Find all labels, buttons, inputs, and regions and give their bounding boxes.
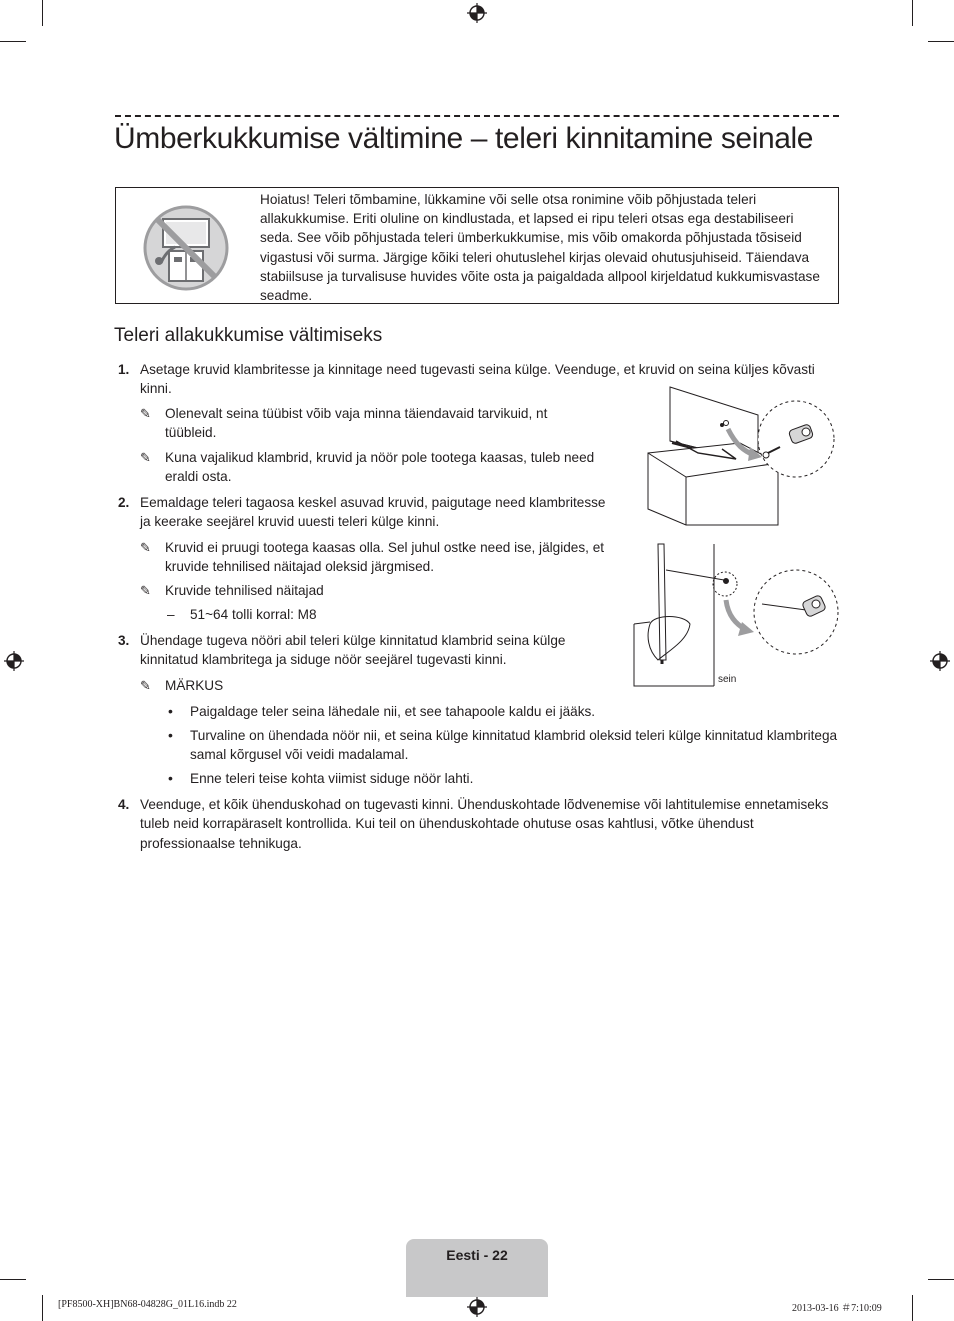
registration-mark-icon [467,3,487,23]
registration-mark-icon [930,651,950,671]
step-1-note-2: Kuna vajalikud klambrid, kruvid ja nöör pole tootega kaasas, tuleb need eraldi osta. [165,450,595,485]
page-number-tab [406,1239,548,1297]
step-3-text: Ühendage tugeva nööri abil teleri külge kinnitatud klambrid seina külge kinnitatud klambritega ja siduge nöör seejärel tugevasti kinni. [140,633,566,668]
page-number: Eesti - 22 [446,1247,508,1263]
bullet-icon: • [168,770,173,786]
crop-mark [928,1279,954,1280]
note-icon: ✎ [140,678,151,693]
note-bullet-1: Paigaldage teler seina lähedale nii, et see tahapoole kaldu ei jääks. [190,704,596,719]
registration-mark-icon [467,1297,487,1317]
warning-box [115,187,839,304]
no-climbing-tv-icon [141,203,231,293]
crop-mark [42,0,43,26]
print-slug-right: 2013-03-16 ＃7:10:09 [792,1303,882,1314]
note-icon: ✎ [140,583,151,598]
step-2-note-1: Kruvid ei pruugi tootega kaasas olla. Sel juhul ostke need ise, jälgides, et kruvide tehnilised näitajad oleksid järgmised. [165,540,605,575]
wall-cord-illustration [630,540,842,690]
crop-mark [912,0,913,26]
section-title: Teleri allakukkumise vältimiseks [114,325,383,346]
crop-mark [0,41,26,42]
bullet-icon: • [168,703,173,719]
note-bullet-3: Enne teleri teise kohta viimist siduge nöör lahti. [190,771,474,786]
step-1-text: Asetage kruvid klambritesse ja kinnitage need tugevasti seina külge. Veenduge, et kruvid on seina küljes kõvasti kinni. [140,362,815,397]
crop-mark [42,1295,43,1321]
warning-text: Hoiatus! Teleri tõmbamine, lükkamine või selle otsa ronimine võib põhjustada teleri allakukkumise. Eriti oluline on kindlustada, et lapsed ei ripu teleri otsas ega destabiliseeri seda. See võib põhjustada teleri ümberkukkumise, mis võib omakorda põhjustada tõsiseid vigastusi või surma. Järgige kõiki teleri ohutuslehel kirjas olevaid ohutusjuhiseid. Täiendava stabiilsuse ja turvalisuse huvides võite osta ja paigaldada allpool kirjeldatud kukkumisvastase seadme. [260,192,820,304]
step-number: 4. [118,797,130,812]
step-2-note-2: Kruvide tehnilised näitajad [165,583,324,598]
note-icon: ✎ [140,406,151,421]
step-number: 2. [118,495,130,510]
bullet-icon: • [168,727,173,743]
crop-mark [0,1279,26,1280]
step-1-note-1: Olenevalt seina tüübist võib vaja minna täiendavaid tarvikuid, nt tüübleid. [165,406,548,441]
spec-value: 51~64 tolli korral: M8 [190,607,317,622]
crop-mark [928,41,954,42]
wall-label: sein [718,674,737,685]
title-rule [115,115,839,117]
print-slug-left: [PF8500-XH]BN68-04828G_01L16.indb 22 [58,1299,237,1310]
tv-bracket-illustration [640,385,840,527]
spec-dash: – [167,607,175,622]
registration-mark-icon [4,651,24,671]
step-number: 3. [118,633,130,648]
page-title: Ümberkukkumise vältimine – teleri kinnitamine seinale [114,122,814,155]
step-4-text: Veenduge, et kõik ühenduskohad on tugevasti kinni. Ühenduskohtade lõdvenemise või lahtitulemise ennetamiseks tuleb neid korrapäraselt kontrollida. Kui teil on ühenduskohtade ohutuse osas kahtlusi, võtke ühendust professionaalse tehnikuga. [140,797,829,851]
crop-mark [912,1295,913,1321]
note-heading: MÄRKUS [165,678,224,693]
note-icon: ✎ [140,540,151,555]
note-icon: ✎ [140,450,151,465]
note-bullet-2: Turvaline on ühendada nöör nii, et seina külge kinnitatud klambrid oleksid teleri külge kinnitatud klambritega samal kõrgusel või veidi madalamal. [190,728,838,763]
step-2-text: Eemaldage teleri tagaosa keskel asuvad kruvid, paigutage need klambritesse ja keerake seejärel kruvid uuesti teleri külge kinni. [140,495,606,530]
step-number: 1. [118,362,130,377]
